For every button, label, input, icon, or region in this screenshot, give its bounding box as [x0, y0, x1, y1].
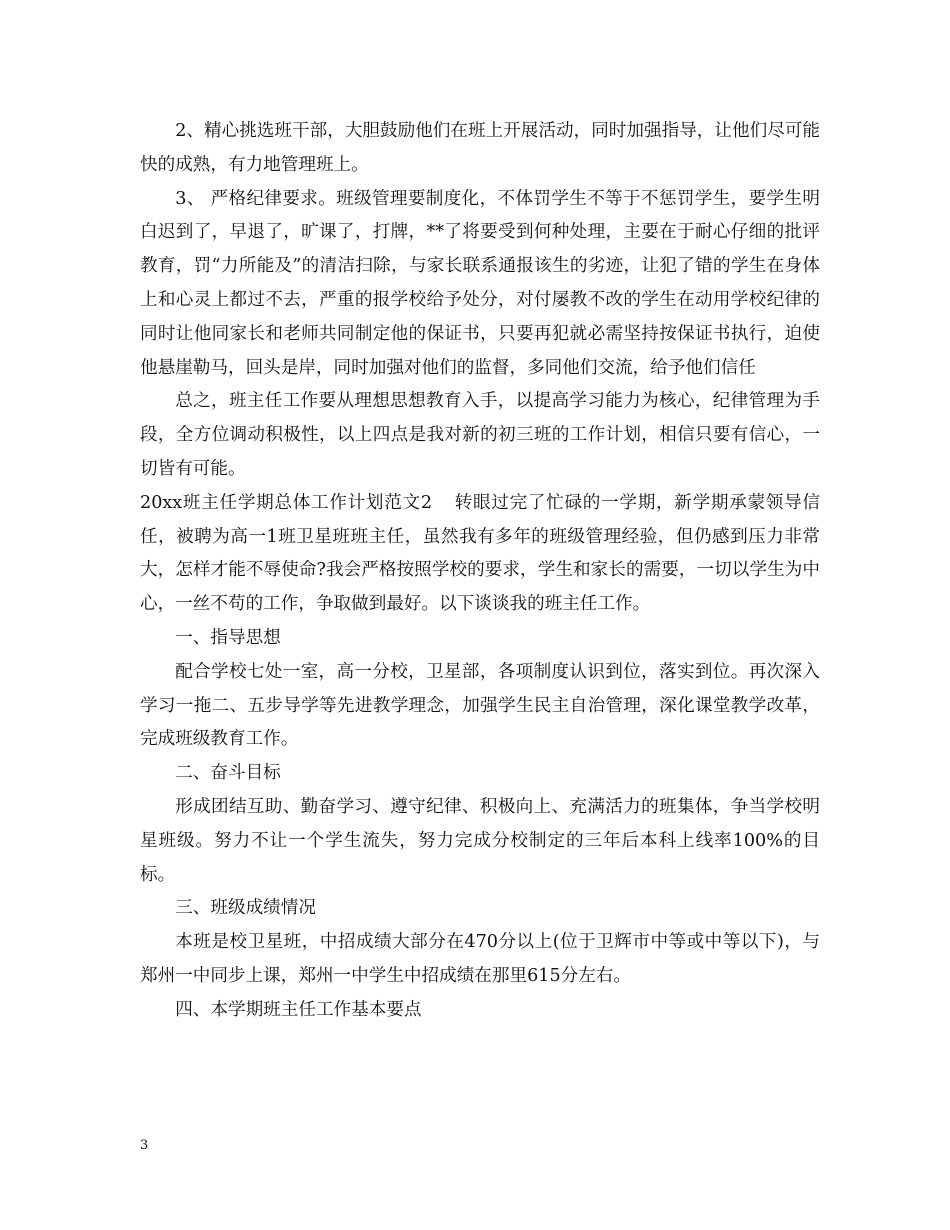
- subheading-class-scores: 三、班级成绩情况: [175, 898, 316, 919]
- paragraph-summary: 总之，班主任工作要从理想思想教育入手，以提高学习能力为核心，纪律管理为手段，全方位调动积极性，以上四点是我对新的初三班的工作计划，相信只要有信心，一切皆有可能。: [140, 391, 820, 479]
- paragraph-class-scores: 本班是校卫星班，中招成绩大部分在470分以上(位于卫辉市中等或中等以下)，与郑州一中同步上课，郑州一中学生中招成绩在那里615分左右。: [140, 932, 820, 986]
- page-number: 3: [140, 1138, 149, 1153]
- paragraph-item-2: 2、精心挑选班干部，大胆鼓励他们在班上开展活动，同时加强指导，让他们尽可能快的成熟，有力地管理班上。: [140, 121, 820, 175]
- section-heading: 20xx班主任学期总体工作计划范文2: [140, 492, 433, 513]
- paragraph-item-3: 3、 严格纪律要求。班级管理要制度化，不体罚学生不等于不惩罚学生，要学生明白迟到了，早退了，旷课了，打牌，**了将要受到何种处理，主要在于耐心仔细的批评教育，罚“力所能及”的清洁扫除，与家长联系通报该生的劣迹，让犯了错的学生在身体上和心灵上都过不去，严重的报学校给予处分，对付屡教不改的学生在动用学校纪律的同时让他同家长和老师共同制定他的保证书，只要再犯就必需坚持按保证书执行，迫使他悬崖勒马，回头是岸，同时加强对他们的监督，多同他们交流，给予他们信任: [140, 188, 820, 378]
- section-intro: 转眼过完了忙碌的一学期，新学期承蒙领导信任，被聘为高一1班卫星班班主任，虽然我有多年的班级管理经验，但仍感到压力非常大，怎样才能不辱使命?我会严格按照学校的要求，学生和家长的需要，一切以学生为中心，一丝不苟的工作，争取做到最好。以下谈谈我的班主任工作。: [140, 492, 820, 615]
- paragraph-guiding-thought: 配合学校七处一室，高一分校，卫星部，各项制度认识到位，落实到位。再次深入学习一拖二、五步导学等先进教学理念，加强学生民主自治管理，深化课堂教学改革，完成班级教育工作。: [140, 661, 820, 750]
- subheading-goals: 二、奋斗目标: [175, 763, 281, 784]
- document-body: [140, 115, 820, 1028]
- paragraph-goals: 形成团结互助、勤奋学习、遵守纪律、积极向上、充满活力的班集体，争当学校明星班级。努力不让一个学生流失，努力完成分校制定的三年后本科上线率100%的目标。: [140, 796, 820, 885]
- subheading-key-points: 四、本学期班主任工作基本要点: [175, 999, 422, 1020]
- subheading-guiding-thought: 一、指导思想: [175, 627, 281, 648]
- section-paragraph: [140, 487, 820, 622]
